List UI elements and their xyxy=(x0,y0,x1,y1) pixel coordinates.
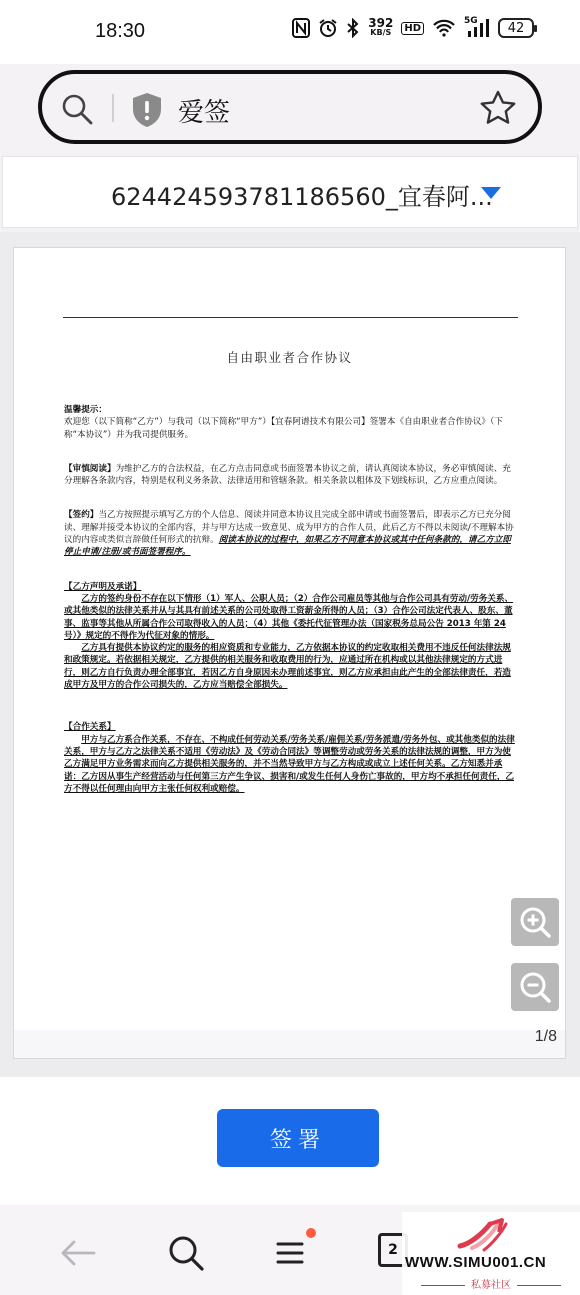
search-icon[interactable] xyxy=(60,92,94,126)
status-time: 18:30 xyxy=(95,20,146,42)
review-text: 为维护乙方的合法权益，在乙方点击同意或书面签署本协议之前，请认真阅读本协议，务必审慎阅读、充分理解各条款内容，特别是权利义务条款、法律适用和管辖条款。相关条款以粗体及下划线标识，乙方应重点阅读。 xyxy=(64,463,511,487)
sign-button[interactable]: 签署 xyxy=(217,1109,379,1167)
speed-unit: KB/S xyxy=(370,28,392,37)
document-page xyxy=(14,248,565,1030)
declaration-paragraph-1: 乙方的签约身份不存在以下情形（1）军人、公职人员；（2）合作公司雇员等其他与合作公司具有劳动/劳务关系、或其他类似的法律关系并从与其具有前述关系的公司处取得工资薪金所得的人员；（3）合作公司法定代表人、股东、董事、监事等其他从所属合作公司取得收入的人员；（4）其他《委托代征管理办法（国家税务总局公告 2013 年第 24 号）》规定的不得作为代征对象的情形。 xyxy=(64,593,514,641)
document-title: 自由职业者合作协议 xyxy=(226,350,353,365)
sign-action-area xyxy=(0,1077,580,1205)
hd-badge: HD xyxy=(401,22,424,35)
alarm-icon xyxy=(318,18,338,38)
sign-label: 【签约】 xyxy=(64,510,99,521)
status-bar xyxy=(0,0,580,64)
watermark-url: WWW.SIMU001.CN xyxy=(405,1254,547,1271)
page-title[interactable]: 爱签 xyxy=(178,98,231,128)
bluetooth-icon xyxy=(346,18,360,38)
notice-heading: 温馨提示： xyxy=(64,405,107,415)
document-selector[interactable] xyxy=(2,156,578,228)
cooperation-paragraph-1: 甲方与乙方系合作关系，不存在、不构成任何劳动关系/劳务关系/雇佣关系/劳务派遣/劳务外包、或其他类似的法律关系，甲方与乙方之法律关系不适用《劳动法》及《劳动合同法》等调整劳动或劳务关系的法律法规的调整，甲方为使乙方满足甲方业务需求而向乙方提供相关服务的，并不当然导致甲方与乙方构成或成立上述任何关系。乙方知悉并承诺：乙方因从事生产经营活动与任何第三方产生争议、损害和/或发生任何人身伤亡事故的，甲方均不承担任何责任，乙方不得以任何理由向甲方主张任何权利或赔偿。 xyxy=(64,734,515,794)
review-paragraph xyxy=(64,463,518,488)
watermark-subtitle xyxy=(402,1276,580,1291)
document-filename[interactable]: 624424593781186560_宜春阿... xyxy=(111,183,493,211)
tab-count[interactable]: 2 xyxy=(378,1233,408,1267)
sign-emphasis: 阅读本协议的过程中，如果乙方不同意本协议或其中任何条款的，请乙方立即停止申请/注册/或书面签署程序。 xyxy=(64,535,511,558)
declaration-paragraph-2: 乙方具有提供本协议约定的服务的相应资质和专业能力，乙方依据本协议的约定收取相关费用不违反任何法律法规和政策规定。若依据相关规定，乙方提供的相关服务和收取费用的行为，应通过所在机构或以其他法律规定的方式进行，则乙方自行负责办理全部事宜，若因乙方自身原因未办理前述事宜，则乙方应承担由此产生的全部法律责任，若造成甲方及甲方的合作公司损失的，乙方应当赔偿全部损失。 xyxy=(64,643,511,691)
address-bar[interactable] xyxy=(38,70,542,144)
signal-icon xyxy=(464,18,490,38)
page-counter: 1/8 xyxy=(534,1028,557,1045)
zoom-out-button[interactable] xyxy=(511,963,559,1011)
back-arrow-icon[interactable] xyxy=(58,1233,98,1273)
zoom-in-button[interactable] xyxy=(511,898,559,946)
status-icons xyxy=(292,18,534,38)
address-separator xyxy=(112,94,114,122)
header-rule xyxy=(63,317,518,318)
declaration-heading: 【乙方声明及承诺】 xyxy=(64,581,142,592)
chevron-down-icon[interactable] xyxy=(481,187,501,199)
network-type: 5G xyxy=(464,16,478,26)
watermark-subtitle-text: 私募社区 xyxy=(471,1280,511,1291)
nfc-icon xyxy=(292,18,310,38)
signal-indicator xyxy=(464,18,490,38)
watermark-logo-icon xyxy=(454,1216,518,1254)
cooperation-heading: 【合作关系】 xyxy=(64,722,116,733)
zoom-in-icon[interactable] xyxy=(511,898,559,946)
star-icon[interactable] xyxy=(478,88,518,128)
viewer-footer xyxy=(14,1030,565,1058)
document-body xyxy=(64,404,518,795)
shield-icon[interactable] xyxy=(130,91,164,129)
notification-dot xyxy=(306,1228,316,1238)
notice-text: 欢迎您（以下简称“乙方”）与我司（以下简称“甲方”）【宜春阿谱技术有限公司】签署本《自由职业者合作协议》（下称“本协议”）并为我司提供服务。 xyxy=(64,417,503,440)
zoom-out-icon[interactable] xyxy=(511,963,559,1011)
search-icon[interactable] xyxy=(166,1233,206,1273)
battery-indicator: 42 xyxy=(498,18,534,38)
menu-icon[interactable] xyxy=(272,1233,312,1273)
speed-value: 392 xyxy=(368,16,394,30)
network-speed xyxy=(368,18,393,38)
address-bar-container xyxy=(0,64,580,154)
wifi-icon xyxy=(432,19,456,37)
sign-text: 当乙方按照提示填写乙方的个人信息、阅读并同意本协议且完成全部申请或书面签署后，即表示乙方已充分阅读、理解并接受本协议的全部内容，并与甲方达成一致意见、成为甲方的合作人员，此后乙方不得以未阅读/不理解本协议的内容或类似言辞做任何形式的抗辩。 xyxy=(64,510,514,546)
review-label: 【审慎阅读】 xyxy=(64,463,116,474)
document-viewer[interactable] xyxy=(13,247,566,1059)
sign-paragraph xyxy=(64,509,518,558)
watermark xyxy=(402,1212,580,1295)
